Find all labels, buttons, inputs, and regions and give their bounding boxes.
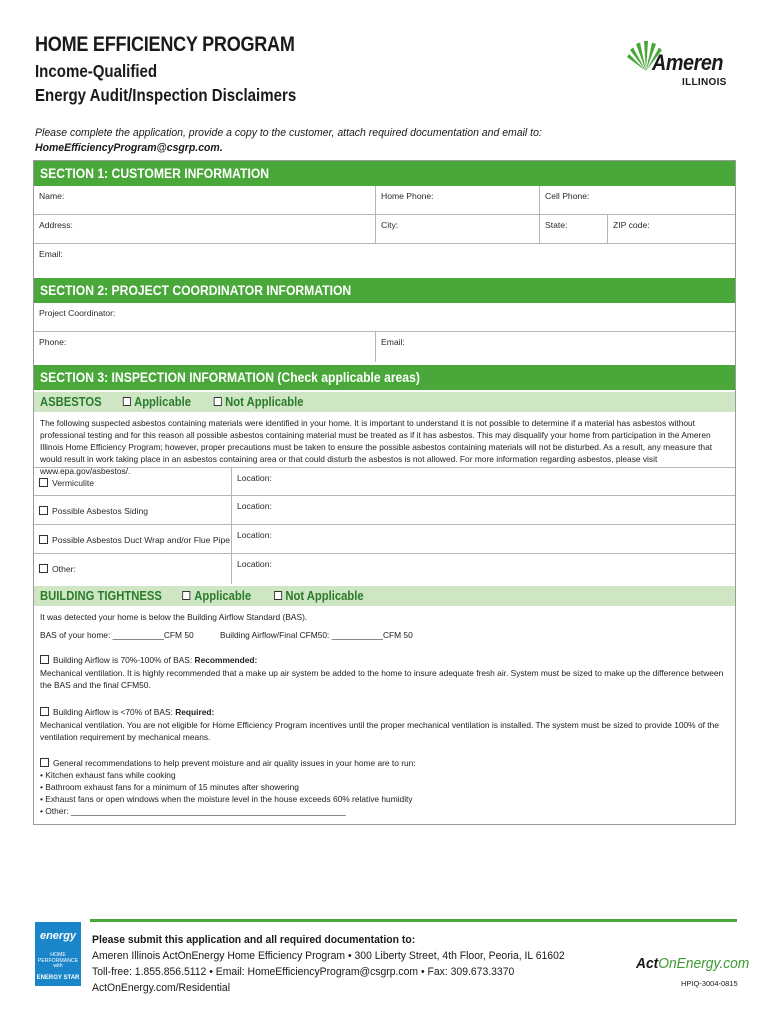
energy-star-text: HOME PERFORMANCE with bbox=[37, 952, 79, 970]
actonenergy-logo: ActOnEnergy.com bbox=[636, 955, 750, 972]
duct-wrap-checkbox[interactable] bbox=[39, 535, 48, 544]
asbestos-label: ASBESTOS bbox=[40, 395, 102, 409]
coordinator-email-field[interactable]: Email: bbox=[375, 332, 735, 362]
zip-field[interactable]: ZIP code: bbox=[607, 215, 735, 243]
name-field[interactable]: Name: bbox=[39, 191, 65, 201]
asbestos-item: Vermiculite bbox=[34, 468, 231, 495]
ameren-logo bbox=[626, 33, 738, 93]
final-cfm-field[interactable]: Building Airflow/Final CFM50: ___________CFM 50 bbox=[220, 630, 413, 640]
coordinator-row-2 bbox=[34, 332, 735, 362]
state-field[interactable]: State: bbox=[539, 215, 607, 243]
tightness-applicable-checkbox[interactable] bbox=[183, 591, 191, 600]
customer-row-3 bbox=[34, 244, 735, 274]
location-field[interactable]: Location: bbox=[231, 496, 735, 524]
option-70-100-text: Mechanical ventilation. It is highly recommended that a make up air system be added to the home to insure adequate fresh air. System must be sized to make up the difference between the BAS and the final CFM50. bbox=[40, 668, 724, 690]
footer-contact: Toll-free: 1.855.856.5112 • Email: HomeEfficiencyProgram@csgrp.com • Fax: 309.673.3370 bbox=[92, 966, 515, 978]
tightness-header bbox=[34, 586, 735, 606]
tightness-label: BUILDING TIGHTNESS bbox=[40, 589, 162, 603]
asbestos-item-row bbox=[34, 467, 735, 496]
energy-star-brand: ENERGY STAR bbox=[36, 975, 80, 981]
bas-field[interactable]: BAS of your home: ___________CFM 50 bbox=[40, 630, 194, 640]
customer-email-field[interactable]: Email: bbox=[39, 249, 63, 259]
asbestos-item: Possible Asbestos Siding bbox=[34, 496, 231, 524]
recommendation-item: • Bathroom exhaust fans for a minimum of 15 minutes after showering bbox=[40, 782, 299, 792]
footer-divider bbox=[90, 919, 737, 922]
recommendation-other-field[interactable]: • Other: ___________________________________________________________ bbox=[40, 806, 346, 816]
section-1-header: SECTION 1: CUSTOMER INFORMATION bbox=[34, 161, 735, 186]
coordinator-phone-field[interactable]: Phone: bbox=[39, 337, 67, 347]
asbestos-text: The following suspected asbestos containing materials were identified in your home. It is important to understand it is not possible to determine if a material has asbestos without professional testing and for this reason all possible asbestos containing material must be treated as if it has asbestos. This may disqualify your home from participation in the Ameren Illinois Home Efficiency Program; however, proper precautions must be taken to ensure the possible asbestos containing materials will not be disturbed. As a result, any measure that would result in work taking place in an asbestos containing area or that could disturb the asbestos is not allowed. For more information regarding asbestos, please visit www.epa.gov/asbestos/. bbox=[40, 418, 713, 476]
tightness-not-applicable-label: Not Applicable bbox=[285, 589, 364, 603]
option-below-70-checkbox[interactable] bbox=[40, 707, 49, 716]
siding-checkbox[interactable] bbox=[39, 506, 48, 515]
tightness-detected: It was detected your home is below the Building Airflow Standard (BAS). bbox=[40, 612, 308, 622]
asbestos-header bbox=[34, 392, 735, 412]
general-recommendations-checkbox[interactable] bbox=[40, 758, 49, 767]
tightness-not-applicable-checkbox[interactable] bbox=[274, 591, 282, 600]
page-title: HOME EFFICIENCY PROGRAM bbox=[35, 33, 295, 56]
asbestos-item-row bbox=[34, 554, 735, 584]
option-below-70: Building Airflow is <70% of BAS: Required: bbox=[40, 707, 214, 717]
other-checkbox[interactable] bbox=[39, 564, 48, 573]
ameren-region: ILLINOIS bbox=[682, 77, 727, 88]
recommendation-item: • Exhaust fans or open windows when the moisture level in the house exceeds 60% relative humidity bbox=[40, 794, 413, 804]
asbestos-item-row bbox=[34, 496, 735, 525]
asbestos-item: Other: bbox=[34, 554, 231, 584]
general-recommendations: General recommendations to help prevent moisture and air quality issues in your home are to run: bbox=[40, 758, 416, 768]
intro-text bbox=[35, 126, 542, 156]
home-phone-field[interactable]: Home Phone: bbox=[375, 186, 539, 214]
option-70-100: Building Airflow is 70%-100% of BAS: Recommended: bbox=[40, 655, 257, 665]
section-2-header: SECTION 2: PROJECT COORDINATOR INFORMATION bbox=[34, 278, 735, 303]
address-field[interactable]: Address: bbox=[39, 220, 73, 230]
asbestos-item: Possible Asbestos Duct Wrap and/or Flue Pipe bbox=[34, 525, 231, 553]
cell-phone-field[interactable]: Cell Phone: bbox=[539, 186, 735, 214]
customer-row-1 bbox=[34, 186, 735, 215]
footer-website[interactable]: ActOnEnergy.com/Residential bbox=[92, 982, 231, 994]
location-field[interactable]: Location: bbox=[231, 554, 735, 584]
option-70-100-checkbox[interactable] bbox=[40, 655, 49, 664]
tightness-applicable-label: Applicable bbox=[194, 589, 252, 603]
recommendation-item: • Kitchen exhaust fans while cooking bbox=[40, 770, 176, 780]
form-code: HPIQ-3004-0815 bbox=[681, 979, 738, 988]
footer-heading: Please submit this application and all required documentation to: bbox=[92, 934, 416, 946]
page-subtitle-2: Energy Audit/Inspection Disclaimers bbox=[35, 85, 297, 105]
application-form bbox=[33, 160, 736, 825]
location-field[interactable]: Location: bbox=[231, 468, 735, 495]
section-3-header: SECTION 3: INSPECTION INFORMATION (Check applicable areas) bbox=[34, 365, 735, 390]
page-subtitle-1: Income-Qualified bbox=[35, 61, 158, 81]
asbestos-applicable-label: Applicable bbox=[134, 395, 191, 409]
asbestos-applicable-checkbox[interactable] bbox=[122, 397, 130, 406]
vermiculite-checkbox[interactable] bbox=[39, 478, 48, 487]
asbestos-not-applicable-checkbox[interactable] bbox=[213, 397, 221, 406]
intro-email[interactable]: HomeEfficiencyProgram@csgrp.com. bbox=[35, 142, 223, 154]
coordinator-row-1 bbox=[34, 303, 735, 332]
option-below-70-text: Mechanical ventilation. You are not eligible for Home Efficiency Program incentives until the proper mechanical ventilation is installed. The system must be sized to provide 100% of the ventilation requirement by mechanical means. bbox=[40, 720, 719, 742]
ameren-wordmark: Ameren bbox=[652, 50, 724, 75]
energy-star-logo bbox=[35, 922, 81, 986]
footer-text bbox=[92, 932, 600, 996]
location-field[interactable]: Location: bbox=[231, 525, 735, 553]
asbestos-item-row bbox=[34, 525, 735, 554]
coordinator-field[interactable]: Project Coordinator: bbox=[39, 308, 116, 318]
city-field[interactable]: City: bbox=[375, 215, 539, 243]
energy-star-script: energy bbox=[39, 930, 77, 942]
intro-line: Please complete the application, provide a copy to the customer, attach required documentation and email to: bbox=[35, 127, 542, 139]
asbestos-not-applicable-label: Not Applicable bbox=[225, 395, 304, 409]
customer-row-2 bbox=[34, 215, 735, 244]
footer-address: Ameren Illinois ActOnEnergy Home Efficiency Program • 300 Liberty Street, 4th Floor, Peoria, IL 61602 bbox=[92, 950, 565, 962]
